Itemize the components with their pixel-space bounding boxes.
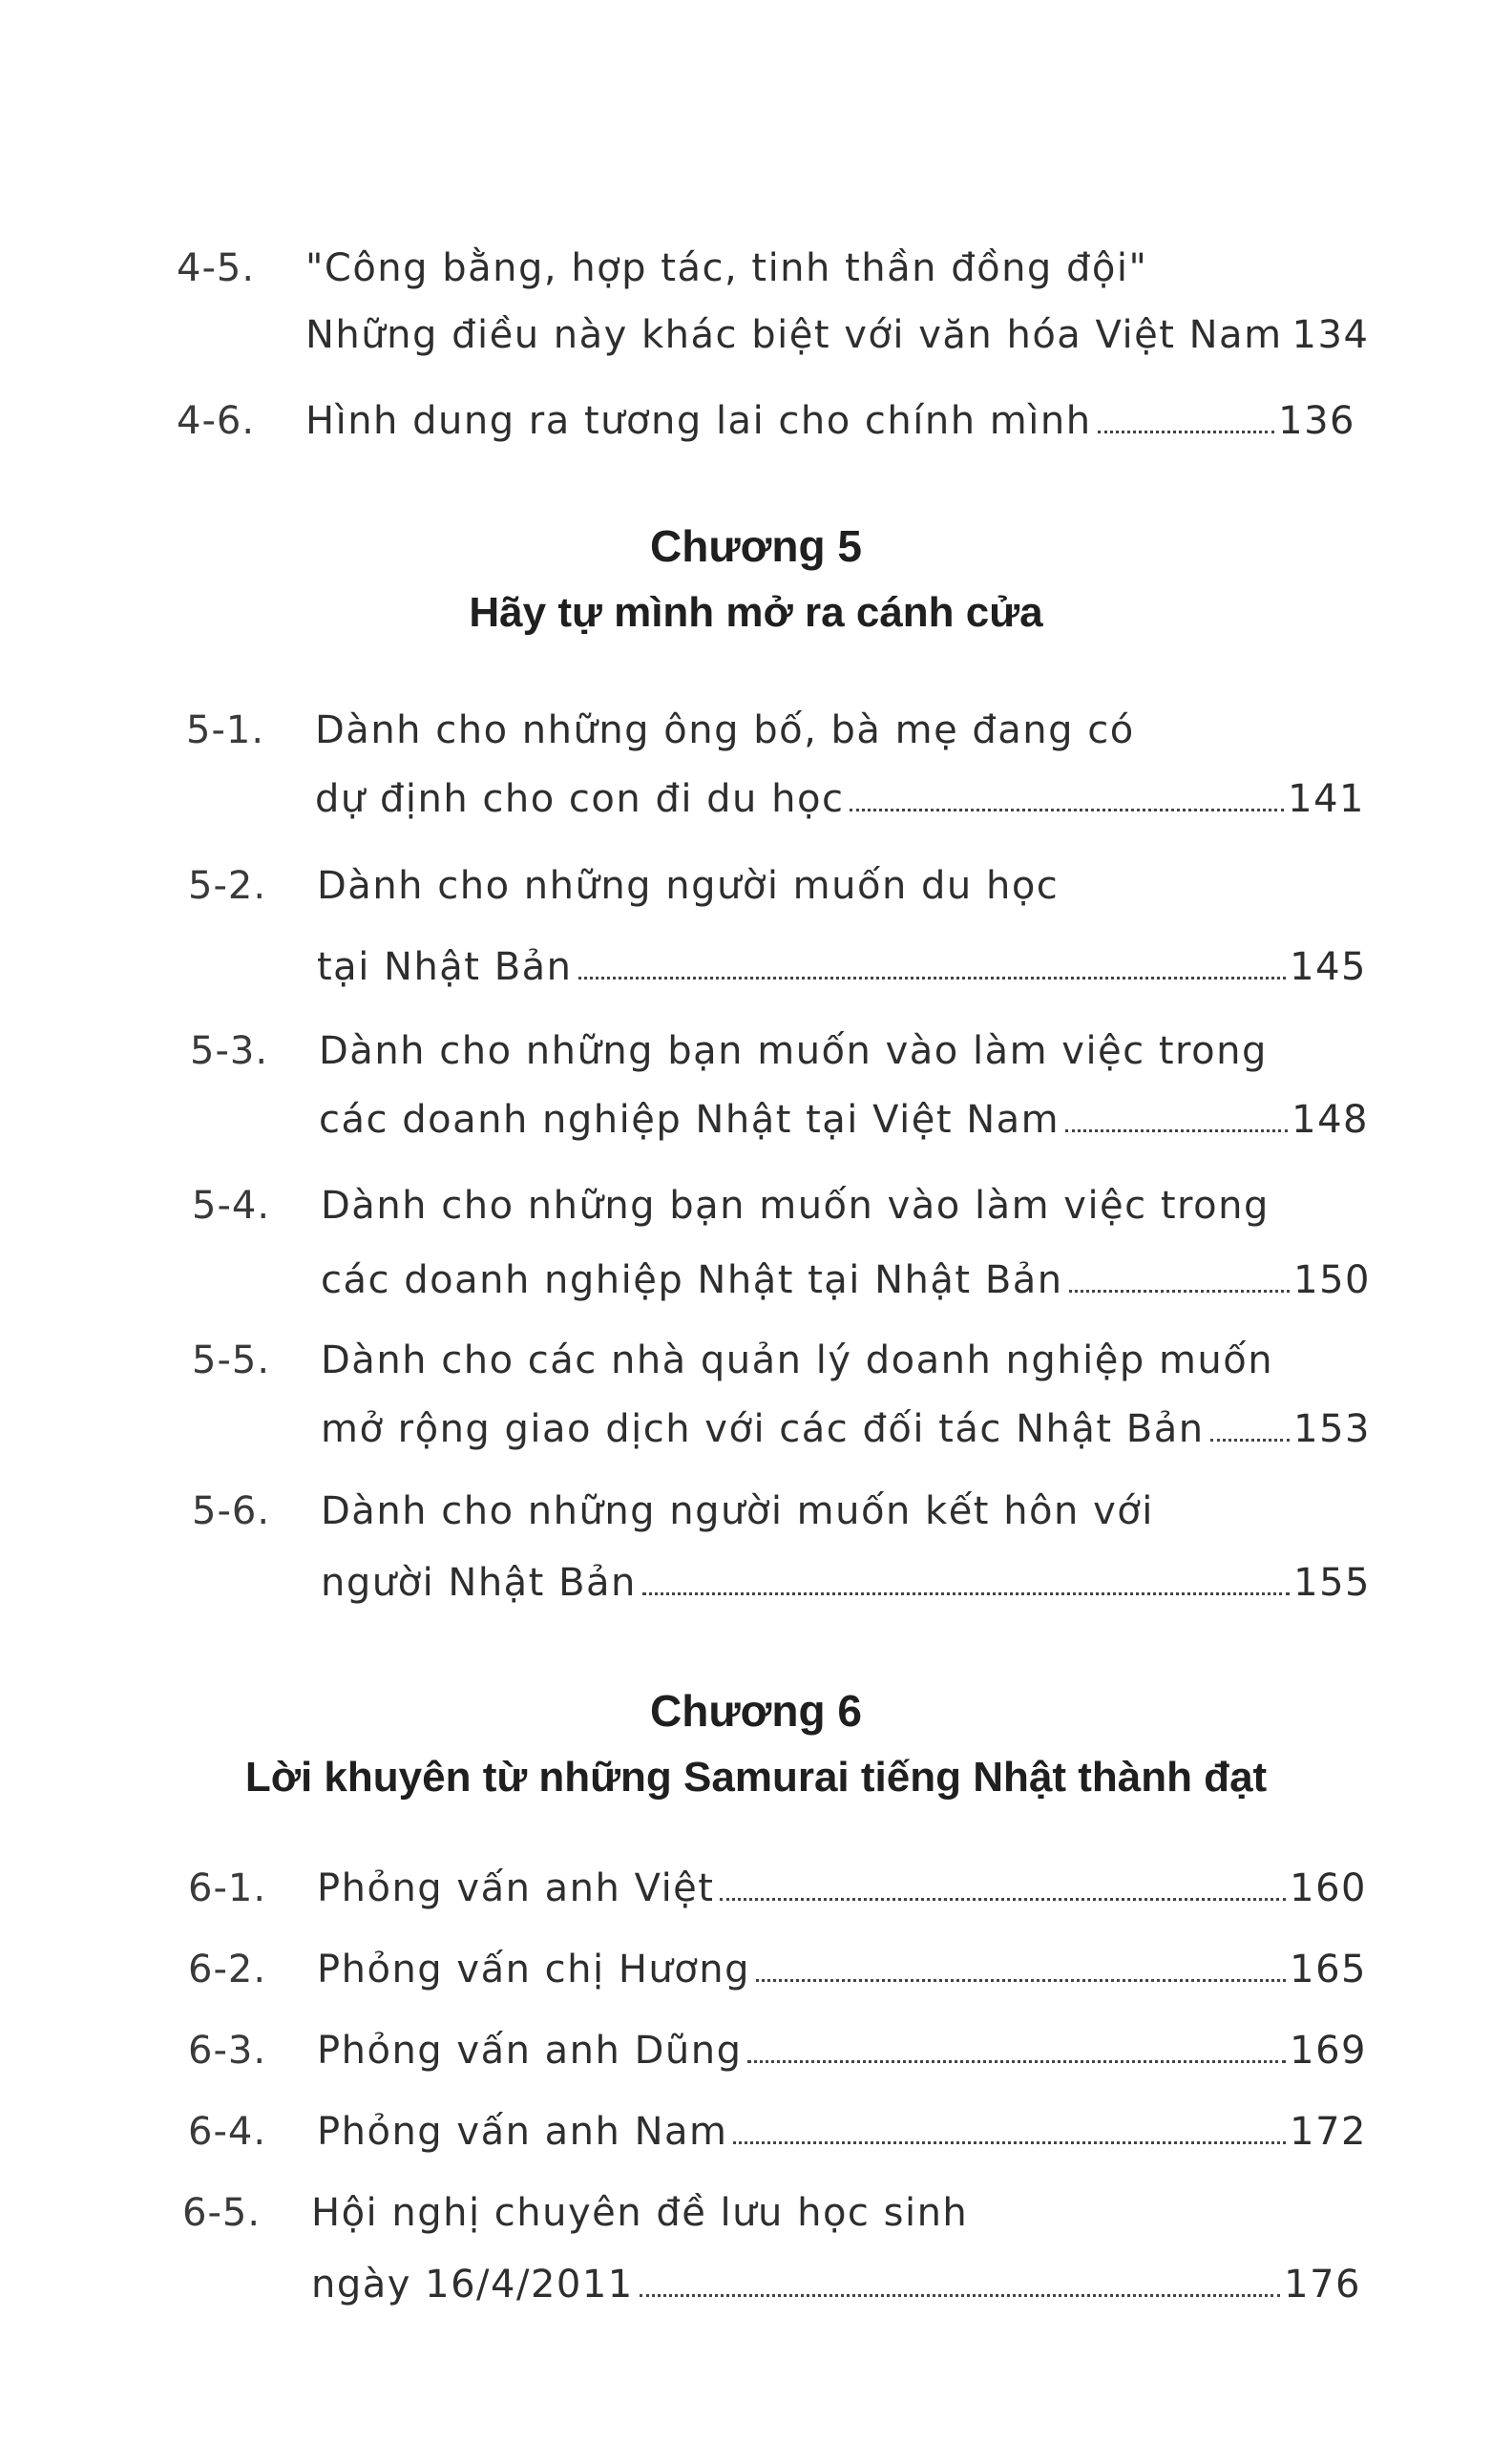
entry-number: 6-3. <box>188 2029 267 2073</box>
entry-leader-line <box>315 777 1365 821</box>
dot-leader <box>1069 1290 1291 1293</box>
dot-leader <box>720 1898 1286 1901</box>
entry-title-last: các doanh nghiệp Nhật tại Việt Nam <box>319 1098 1060 1142</box>
entry-title-line: Dành cho những người muốn du học <box>317 864 1060 908</box>
entry-number: 6-2. <box>188 1948 267 1991</box>
dot-leader <box>850 809 1284 811</box>
entry-number: 5-5. <box>192 1338 271 1382</box>
toc-entry-4-5[interactable] <box>177 246 1370 380</box>
page-number: 136 <box>1278 399 1355 443</box>
toc-entry-5-1[interactable] <box>186 708 1365 842</box>
entry-number: 4-6. <box>177 399 256 443</box>
chapter-title: Hãy tự mình mở ra cánh cửa <box>469 589 1043 636</box>
entry-title-last: Những điều này khác biệt với văn hóa Việt Nam <box>305 313 1283 357</box>
entry-leader-line <box>321 1407 1371 1451</box>
entry-leader-line <box>317 2110 1367 2154</box>
entry-title-line: Dành cho những người muốn kết hôn với <box>321 1489 1154 1533</box>
entry-leader-line <box>319 1098 1369 1142</box>
dot-leader <box>756 1979 1286 1982</box>
entry-title-last: tại Nhật Bản <box>317 945 573 989</box>
toc-entry-5-5[interactable] <box>192 1338 1371 1472</box>
entry-title-last: người Nhật Bản <box>321 1561 637 1605</box>
entry-title-last: Phỏng vấn anh Dũng <box>317 2029 743 2073</box>
entry-title-line: "Công bằng, hợp tác, tinh thần đồng đội" <box>305 246 1148 290</box>
dot-leader <box>733 2141 1286 2144</box>
entry-title-line: Dành cho những bạn muốn vào làm việc trong <box>321 1184 1270 1228</box>
entry-title-last: các doanh nghiệp Nhật tại Nhật Bản <box>321 1258 1063 1302</box>
dot-leader <box>640 2294 1280 2297</box>
entry-number: 5-6. <box>192 1489 271 1533</box>
entry-leader-line <box>321 1258 1371 1302</box>
entry-title-line: Dành cho những ông bố, bà mẹ đang có <box>315 708 1135 752</box>
toc-entry-5-3[interactable] <box>190 1029 1369 1163</box>
entry-number: 6-4. <box>188 2110 267 2154</box>
dot-leader <box>642 1592 1290 1595</box>
page-number: 165 <box>1290 1948 1367 1991</box>
dot-leader <box>1098 431 1275 433</box>
dot-leader <box>747 2060 1286 2063</box>
toc-entry-6-3[interactable] <box>188 2029 1367 2096</box>
toc-entry-4-6[interactable] <box>177 399 1355 466</box>
dot-leader <box>578 977 1287 980</box>
entry-title-last: Phỏng vấn chị Hương <box>317 1948 750 1991</box>
page-number: 153 <box>1293 1407 1371 1451</box>
entry-title-line: Dành cho các nhà quản lý doanh nghiệp muốn <box>321 1338 1274 1382</box>
entry-title-last: Hình dung ra tương lai cho chính mình <box>305 399 1092 443</box>
toc-entry-6-5[interactable] <box>182 2191 1361 2325</box>
entry-leader-line <box>321 1561 1371 1605</box>
toc-entry-5-4[interactable] <box>192 1184 1371 1317</box>
chapter-6-heading <box>0 1685 1512 1801</box>
page-number: 134 <box>1292 313 1370 357</box>
dot-leader <box>1210 1439 1291 1442</box>
entry-number: 5-1. <box>186 708 265 752</box>
page-number: 150 <box>1293 1258 1371 1302</box>
entry-title-last: dự định cho con đi du học <box>315 777 845 821</box>
dot-leader <box>1065 1129 1288 1132</box>
entry-leader-line <box>317 945 1367 989</box>
page-number: 155 <box>1293 1561 1371 1605</box>
chapter-number: Chương 5 <box>650 521 862 571</box>
entry-title-last: Phỏng vấn anh Việt <box>317 1866 715 1910</box>
toc-entry-6-2[interactable] <box>188 1948 1367 2014</box>
entry-title-last: ngày 16/4/2011 <box>311 2263 634 2307</box>
page-number: 172 <box>1290 2110 1367 2154</box>
entry-title-last: Phỏng vấn anh Nam <box>317 2110 728 2154</box>
entry-number: 6-1. <box>188 1866 267 1910</box>
entry-leader-line <box>317 2029 1367 2073</box>
entry-number: 5-4. <box>192 1184 271 1228</box>
entry-number: 6-5. <box>182 2191 262 2235</box>
entry-title-line: Dành cho những bạn muốn vào làm việc trong <box>319 1029 1268 1073</box>
entry-number: 5-3. <box>190 1029 269 1073</box>
entry-title-last: mở rộng giao dịch với các đối tác Nhật Bản <box>321 1407 1205 1451</box>
toc-entry-5-2[interactable] <box>188 864 1367 998</box>
entry-leader-line <box>305 313 1370 357</box>
toc-entry-6-1[interactable] <box>188 1866 1367 1933</box>
entry-leader-line <box>317 1866 1367 1910</box>
page-number: 169 <box>1290 2029 1367 2073</box>
page-number: 148 <box>1292 1098 1369 1142</box>
entry-leader-line <box>317 1948 1367 1991</box>
chapter-5-heading <box>0 520 1512 637</box>
chapter-title: Lời khuyên từ những Samurai tiếng Nhật thành đạt <box>244 1754 1268 1801</box>
toc-entry-5-6[interactable] <box>192 1489 1371 1623</box>
page-number: 160 <box>1290 1866 1367 1910</box>
entry-number: 5-2. <box>188 864 267 908</box>
entry-leader-line <box>311 2263 1361 2307</box>
entry-number: 4-5. <box>177 246 256 290</box>
page-number: 145 <box>1290 945 1367 989</box>
chapter-number: Chương 6 <box>650 1686 862 1736</box>
page-number: 141 <box>1288 777 1365 821</box>
toc-entry-6-4[interactable] <box>188 2110 1367 2177</box>
entry-leader-line <box>305 399 1355 443</box>
entry-title-line: Hội nghị chuyên đề lưu học sinh <box>311 2191 969 2235</box>
page-number: 176 <box>1284 2263 1361 2307</box>
